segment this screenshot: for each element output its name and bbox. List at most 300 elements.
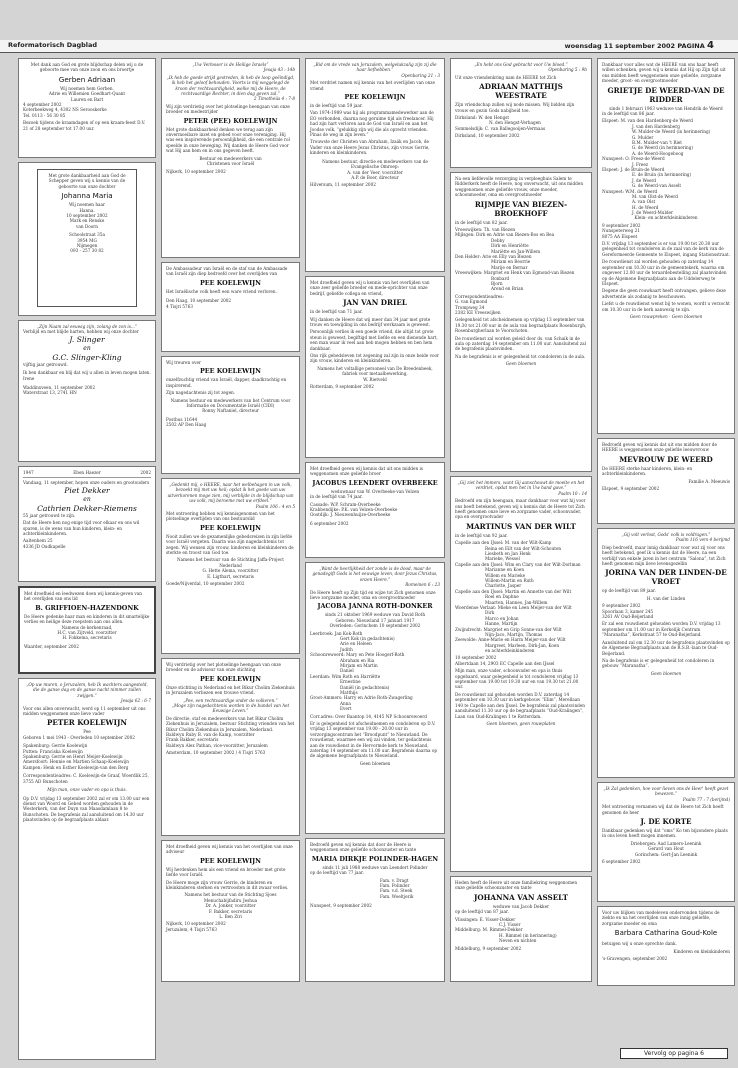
ad-sign: Baldwyn Ruby B. van de Kamp, voorzitter	[166, 732, 255, 738]
relative-line: Evert	[340, 706, 352, 712]
ad-place: 6 september 2002	[310, 520, 349, 526]
ad-body: Zijn vriendschap zullen wij node missen. Wij bidden zijn vrouw en gezin Gods nabijheid toe.	[455, 102, 575, 113]
relative-line: Willem-Martin en Ruth	[485, 577, 534, 583]
ad-lead: Bedroefd om zijn heengaan, maar dankbaar voor wat hij voor ons heeft betekend, geven wij u kennis dat de Heere tot Zich heeft genomen onze lieve en zorgzame vader, schoonvader, opa en overgrootvader	[455, 498, 586, 520]
ad-lead: Na een liefdevolle verzorging in verpleeghuis Salem te Ridderkerk heeft de Heere, nog onverwacht, uit ons midden weggenomen onze geliefde vrouw, onze moeder, schoonmoeder, oma en overgrootmoeder	[455, 176, 584, 198]
ad-quote: „Pee, een rechtvaardige onder de volkeren.”	[183, 697, 278, 703]
ad-place: Goede/Nijverdal, 10 september 2002	[166, 581, 245, 587]
ad-body: De HEERE sterke haar kinderen, klein- en achterkleinkinderen.	[602, 465, 693, 477]
deceased-name: PEE KOELEWIJN	[200, 523, 261, 532]
relative-line: Maarten, Hannes, Jan-Willem	[485, 599, 548, 605]
relative-line: Bjorn	[491, 280, 503, 286]
relative-line: Klein- en achterkleinkinderen	[634, 215, 698, 221]
ad-body: betuigen wij u onze oprechte dank.	[602, 941, 677, 947]
relative-line: Sommelsdijk: C. van Ballegooijen-Vermaas	[455, 125, 546, 131]
ad-sign: Namens het bestuur van de Stichting Sjoes Menuchabijfadiru Jeshua	[184, 892, 277, 903]
ad-quote-ref: Psalm 116 vers 4 berijmd	[675, 537, 730, 543]
relative-line: Miriam en Beorrie	[491, 259, 531, 265]
relative-line: Vreeswijken: Margriet en Henk van Egmond-van Biezen	[455, 270, 575, 276]
couple-name-1: J. Slinger	[69, 334, 105, 344]
ad-quote: „Gedenkt mij, o HEERE, naar het welbehagen in uw volk, bezoekt mij met uw heil; opdat ik het goede van uw uitverkorenen moge zien, mij verblijde in de blijdschap van uw volk, mij beroeme met uw erfdeel.”	[167, 482, 294, 504]
continued-on-page-link[interactable]: Vervolg op pagina 6	[620, 1048, 728, 1059]
ad-sign: H. Fokkema, secretaris	[62, 635, 112, 641]
ad-place: 6 september 2002	[602, 859, 641, 865]
ad-place: Waddinxveen, 11 september 2002	[23, 385, 96, 391]
deceased-name: PETER (PEE) KOELEWIJN	[183, 116, 278, 125]
ad-line: Wij noemen hem Gerben.	[60, 85, 114, 91]
ad-sub: weduwe van Jacob Dekker	[492, 903, 550, 909]
relative-line: H. Rimmel (in herinnering)	[499, 932, 557, 938]
relative-line: Dirksland: W. den Hengst	[455, 115, 510, 121]
ad-body: Van 1974-1989 was hij als programmamedewerker aan de EO verbonden, daarna nog geruime tijd als freelancer. Hij had zijn hart verloren aan de God van Israël en aan het Joodse volk. “gelukkig zijn wij die als oprecht vrienden. Pinas de weg in zijn leven.”	[310, 110, 434, 138]
death-notice-van-asselt	[450, 876, 592, 982]
deceased-name: PEE KOELEWIJN	[200, 674, 261, 683]
ad-body: Wij herdenken hem als een vriend en broeder met grote liefde voor Israël.	[166, 866, 286, 878]
deceased-nickname: Pee	[83, 729, 91, 735]
death-notice-weestrate	[450, 58, 592, 168]
ad-body: Dat de Heere hen nog enige tijd voor elkaar en ons wil sparen, is de wens van hun kinderen, klein- en achterkleinkinderen.	[23, 520, 140, 537]
ad-body: Het Israëlische volk heeft een ware vriend verloren.	[166, 288, 277, 294]
ad-quote: „En hebt ons God gebracht voor Uw bloed.”	[474, 62, 568, 67]
relative-line: Fam. v. Dragt	[380, 877, 409, 883]
relative-line: Capelle aan den IJssel: Wim en Clary van der Wilt-Dorlman	[455, 561, 581, 567]
ad-body: Zijn nagedachtenis zij tot zegen.	[166, 390, 236, 396]
ad-quote: „Want de heerlijkheid der zonde is de dood, maar de genadegift Gods is het eeuwige leven, door Jezus Christus, onzen Heere.”	[312, 566, 438, 582]
deceased-name: MARTINUS VAN DER WILT	[466, 521, 576, 531]
ad-sign: E. Ligthart, secretaris	[207, 573, 254, 579]
newspaper-name: Reformatorisch Dagblad	[8, 41, 98, 49]
death-notice-ambassade-israel	[161, 262, 300, 352]
relative-line: J. de Weerd	[632, 177, 657, 183]
deceased-name: RIJMPJE VAN BIEZEN-BROEKHOFF	[474, 199, 568, 218]
relative-line: Spakenburg: Gerrie Koelewijn	[23, 743, 88, 749]
relative-line: A. de Weerd-Hoogeboog	[632, 150, 684, 156]
ad-place: Middelburg, 9 september 2002	[455, 945, 522, 951]
deceased-name: PEE KOELEWIJN	[200, 278, 261, 287]
ad-place: 9 september 2002	[602, 603, 641, 609]
ad-body: Met grote dankbaarheid denken we terug aan zijn onvermoeibare inzet en gebed voor onze vereniging. Hij was een inspirerende persoonlijkheid, die een centrale rol speelde in onze beweging. Wij danken de Heere God voor wat Hij aan hem en in ons gegeven heeft.	[166, 126, 290, 154]
ad-quote: „Uw Verlosser is de Heilige Israels”	[192, 62, 269, 67]
ad-line: Mark en Renske	[69, 218, 105, 224]
ad-quote-ref: Jesaja 43 : 14b	[263, 67, 295, 73]
death-notice-van-der-linden	[597, 528, 735, 778]
ad-place: 10 september 2002	[455, 655, 497, 661]
ad-lead: Bedroefd geven wij kennis dat door de Heere is weggenomen onze geliefde schoonzuster en tante	[310, 842, 417, 853]
ad-place: Dirksland, 10 september 2002	[455, 133, 520, 139]
ad-address: 4336 JD Oudkapelle	[23, 543, 66, 549]
ad-lead: Met droefheid geven wij kennis van het overlijden van onze adviseur	[166, 844, 293, 855]
ad-place: Nunspeet, 9 september 2002	[310, 903, 372, 909]
ad-sub: 55 jaar getrouwd te zijn.	[23, 512, 76, 518]
relative-line: Zeewolde: Anne-Marie en Harm Meijer-van der Wilt	[455, 637, 566, 643]
ad-correspondence: Corr.adres: Over Baantop 14, 4145 NP Schoonrewoerd	[310, 713, 427, 719]
relative-line: Daniël (in gedachtenis)	[340, 684, 390, 690]
ad-sub: op de leeftijd van 77 jaar.	[310, 870, 364, 876]
ad-foot: Geen rouwpreken - Geen bloemen	[629, 313, 703, 319]
ad-place: Nijkerk, 10 september 2002	[166, 921, 226, 927]
ad-quote-ref: Romeinen 6 : 23	[405, 582, 440, 588]
column-2	[161, 58, 300, 1060]
relative-line: Dirk	[485, 610, 495, 616]
column-1	[18, 58, 156, 1060]
thank-you-goud-kole	[597, 906, 735, 986]
ad-lead: Heden heeft de Heere uit onze familiekring weggenomen onze geliefde schoonzuster en tante	[455, 880, 578, 891]
ad-place: Hilversum, 11 september 2002	[310, 182, 376, 188]
ad-phone: 093 - 257 30 82	[70, 248, 104, 254]
relative-line: Gert Kok (in gedachtenis)	[340, 636, 395, 642]
relative-line: Liesbeth en Jan Henk	[485, 551, 531, 557]
ad-body: Mijn man, onze vader, schoonvader en opa is thuis opgebaard, waar gelegenheid is tot condoleren vrijdag 13 september van 19.00 tot 19.30 uur en van 19.30 tot 21.00 uur.	[455, 668, 579, 690]
ad-sign: A. van der Veer, voorzitter	[347, 169, 403, 175]
relative-line: Judith	[340, 646, 353, 652]
ad-address: Spoorlaan 3, kamer 245	[602, 608, 654, 614]
relative-line: Marije en Bernar	[491, 264, 528, 270]
ad-body: Ik ben dankbaar en blij dat wij u allen in leven mogen laten.	[23, 370, 151, 376]
anniversary-slinger	[18, 320, 156, 462]
ad-place: Amsterdam, 10 september 2002 / 4 Tisjri 5763	[166, 750, 266, 756]
page-date: woensdag 11 september 2002	[564, 42, 676, 50]
ad-sub: in de leeftijd van 86 jaar.	[602, 111, 655, 117]
deceased-name: ADRIAAN MATTHIJS WEESTRATE	[479, 82, 563, 101]
ad-place: 2502 AP Den Haag	[166, 422, 207, 428]
ad-sub: sinds 21 oktober 1969 weduwe van David Roth	[324, 612, 426, 618]
ad-sign: Frank Bakker, secretaris	[166, 737, 219, 743]
ad-quote-ref: 2 Timotheüs 4 : 7-8	[253, 96, 295, 102]
anniversary-dekker	[18, 466, 156, 582]
ad-sub: vijftig jaar getrouwd.	[23, 361, 68, 367]
deceased-name: GRIETJE DE WEERD-VAN DE RIDDER	[607, 85, 725, 104]
ad-sign: Kinderen en kleinkinderen	[673, 948, 730, 954]
death-notice-bikur-cholim	[161, 658, 300, 836]
death-notice-van-der-wilt	[450, 476, 592, 872]
ad-quote: „Bid om de vrede van Jeruzalem, welgelukzalig zijn zij die haar liefhebben.”	[313, 62, 437, 73]
death-notice-cidi	[161, 356, 300, 474]
relative-line: Marieke, Wessel	[485, 556, 520, 562]
column-3	[305, 58, 445, 1060]
death-notice-evangelische-omroep	[305, 58, 445, 272]
ad-sign: Namens de kerkenraad,	[61, 624, 113, 630]
ad-body: De rouwdienst zal worden geleid door ds. van Schaik in de aula op zaterdag 14 september om 11.00 uur. Aansluitend zal de begrafenis plaatsvinden.	[455, 335, 586, 352]
ad-sub: weduwnaar van W. Overbeeke-van Velzen	[330, 488, 420, 494]
deceased-name: PEE KOELEWIJN	[200, 856, 261, 865]
ad-sign: Driebergen: Aad Lamers-Leenink	[630, 840, 702, 846]
ad-dates: Geboren 1 mei 1943 - Overleden 10 september 2002	[23, 734, 135, 740]
relative-line: Ernestine	[340, 679, 361, 685]
relative-line: M. van Olst-de Weerd	[632, 193, 678, 199]
ad-quote-ref: Openbaring 21 : 3	[401, 72, 440, 78]
death-notice-christenen-voor-israel	[161, 58, 300, 258]
ad-quote-ref: Psalm 106 : 4 en 5	[255, 503, 295, 509]
ad-quote: „Gij volt verlost, Gods' volk is voldragen.”	[621, 532, 711, 537]
ad-sub: sinds 11 juli 1988 weduwe van Leendert Polinder	[322, 864, 428, 870]
ad-lead: Bedroefd geven wij kennis dat uit ons midden door de HEERE is weggenomen onze geliefde leeuwvrouw	[602, 442, 717, 453]
ad-body: Onze stichting in Nederland en het Bikur Cholim Ziekenhuis in Jeruzalem verliezen een trouwe vriend.	[166, 684, 295, 696]
ad-body: Ons rijk gebedsleven tot zegening zal zijn in onze beide voor zijn vrouw, kinderen en kleinkinderen.	[310, 353, 440, 364]
deceased-name: JORINA VAN DER LINDEN-DE VROET	[605, 568, 727, 587]
ad-sign: Dr. A. Jonker, voorzitter	[205, 903, 256, 909]
ad-sub: in de leeftijd van 74 jaar.	[310, 494, 363, 500]
ad-quote: „Op uw muren, o Jeruzalem, heb Ik wachters aangesteld, die de ganse dag en de ganse nacht nimmer zullen zwijgen.”	[26, 682, 148, 698]
deceased-name: PETER KOELEWIJN	[47, 718, 127, 728]
relative-line: Mijlsgen: Dirk en Adrie van Biezen-Bos en Bea	[455, 232, 555, 238]
ad-sign: Namens het voltallige personeel van De Breedenbeek, fabriek voor metaalbewerking,	[317, 365, 433, 377]
ad-phone: Tel. 0113 - 56 30 85	[23, 112, 66, 118]
ad-foot: Geen bloemen	[505, 361, 537, 367]
relative-line: Arend en Brian	[491, 286, 524, 292]
relative-line: Spakenburg: Gerrie en Henri Meijer-Koelewijn	[23, 754, 123, 760]
relative-line: G. de Weerd-van Asselt	[632, 183, 682, 189]
ad-sign: Baldwyn Alex Pathan, vice-voorzitter, Jeruzalem	[166, 742, 268, 748]
relative-line: Krabbendijke: P.K. van Velzen-Overbeeke	[310, 507, 398, 513]
death-notice-de-weerd-van-de-ridder	[597, 58, 735, 434]
ad-body: De rouwdienst zal gehouden worden D.V. zaterdag 14 september om 10.30 uur in kerkgebouw “Elim”, Merellaan 140 te Capelle aan den IJssel. De begrafenis zal plaatsvinden aansluitend 11.30 uur op de begraafplaats “Oud-Kralingen”, Laan van Oud-Kralingen 1 te Rotterdam.	[455, 691, 586, 719]
ad-quote-ref: Openbaring 5 : 9b	[548, 67, 587, 73]
ad-body: De Heere gedenke haar man en kinderen in dit smartelijke verlies en heilige deze roepstem aan ons allen.	[24, 613, 150, 625]
deceased-name: JACOBA JANNA ROTH-DONKER	[317, 602, 433, 611]
relative-line: G. de Weerd (in herinnering)	[632, 145, 694, 151]
deceased-name: JACOBUS LEENDERT OVERBEEKE	[312, 478, 438, 487]
relative-line: Marco en Johan	[485, 615, 519, 621]
ad-frame	[37, 169, 137, 307]
ad-body: Persoonlijk verlies ik een goede vriend, die altijd tot grote steun is geweest, begiftigd met liefde en een dienende hart, een man waar ik veel aan heb mogen hebben en ben hem dankbaar.	[310, 329, 438, 351]
relative-line: Dirk en Henriëtte	[491, 243, 529, 249]
relative-line: Leerbroek: Jan Kok-Roth	[310, 630, 363, 636]
death-notice-jaffa-project	[161, 478, 300, 654]
death-notice-mevrouw-de-weerd	[597, 438, 735, 524]
ad-body: De rouwdienst zal worden gehouden op zaterdag 14 september om 10.30 uur in de gemeentekerk, waarna om ongeveer 12.00 uur de teraardebestelling zal plaatsvinden op de Algemene Begraafplaats aan de Uddelerweg te Elspeet.	[602, 259, 727, 286]
ad-sign: Namens bestuur, directie en medewerkers van de Evangelische Omroep:	[322, 158, 428, 170]
ad-place: Postbus 11644	[166, 416, 198, 422]
ad-place: Elspeet, 9 september 2002	[602, 486, 660, 492]
death-notice-sjoes	[161, 840, 300, 982]
page-masthead	[0, 40, 738, 53]
ad-lead: Met dank aan God en grote blijdschap delen wij u de geboorte mee van onze zoon en ons broertje	[30, 62, 144, 73]
page-word: PAGINA	[677, 42, 705, 50]
relative-line: Marianne en Koen	[485, 567, 525, 573]
couple-name-2: Cathrien Dekker-Riemens	[37, 503, 137, 513]
relative-line: J. de Weerd-Mulder	[632, 210, 674, 216]
ad-sub: in de leeftijd van 71 jaar.	[310, 309, 363, 315]
ad-dates: Geboren: Nieuwland 17 januari 1917	[335, 617, 415, 623]
ad-foot: Geen bloemen, geen rouwplaten	[486, 720, 556, 726]
couple-and: en	[83, 344, 91, 352]
ad-body: Nooit zullen we de gezamenlijke gebedsreizen in zijn liefde voor Israël vergeten. Daarin was zijn nagedachtenis tot zegen. Wij wensen zijn vrouw, kinderen en kleinkinderen de sterkte en troost van God toe.	[166, 533, 294, 556]
death-notice-polinder-hagen	[305, 838, 445, 982]
ad-body: Liefst u de rouwdienst wenst bij te wonen, wordt u verzocht om 10.30 uur in de kerk aanwezig te zijn.	[602, 301, 730, 312]
relative-line: H. de Weerd	[632, 204, 659, 210]
relative-line: B.M. Mulder-van 't Riet	[632, 140, 682, 145]
death-notice-overbeeke	[305, 462, 445, 558]
ad-lead: Wij zijn verdrietig over het plotselinge heengaan van onze broeder en medestrijder	[166, 103, 290, 115]
ad-lead: Dankbaar voor alles wat de HEERE van ons haar heeft willen schenken, geven wij u kennis dat Hij op Zijn tijd uit ons midden heeft weggenomen onze geliefde, zorgzame moeder, groot- en overgrootmoeder	[602, 62, 726, 84]
relative-line: Fam. Polinder	[380, 883, 410, 889]
relative-line: Debby	[491, 237, 505, 243]
ad-date: 4 september 2002	[23, 102, 62, 108]
relative-line: Margreet, Marleen, Dirk-Jan, Koen	[485, 642, 560, 648]
ad-quote-ref: Jesaja 62 : 6-7	[120, 698, 151, 704]
ad-lead: Voor uw blijken van medeleven ondervonden tijdens de ziekte en na het overlijden van onze innig geliefde, zorgzame moeder en oma	[602, 910, 720, 926]
ad-line: Hanna.	[79, 207, 95, 213]
ad-body: Gelegenheid tot afscheidnemen op vrijdag 13 september van 19.30 tot 21.00 uur in de aula van begraafplaats Rosenburgh, Rosenburgherlaan te Voorschoten.	[455, 317, 587, 334]
column-5	[597, 58, 735, 1060]
ad-address: Waterstraat 13, 2741 HN	[23, 390, 77, 396]
ad-sub: op de leeftijd van 89 jaar.	[602, 588, 656, 594]
person-name: Barbara Catharina Goud-Kole	[614, 929, 718, 938]
ad-address: Nunspeterweg 21	[602, 228, 640, 234]
ad-sign: G. Hette Alema, voorzitter	[202, 568, 259, 574]
ad-sign: H.C. van Zijtveld, voorzitter	[57, 630, 117, 636]
relative-line: Vlissingen: E. Visser-Dekker	[455, 916, 516, 922]
relative-line: Anna	[340, 700, 351, 706]
deceased-name: B. GRIFFIOEN-HAZENDONK	[35, 603, 139, 612]
death-notice-van-biezen-broekhoff	[450, 172, 592, 472]
relative-line: Nunspeet: O. Freez-de Weerd	[602, 156, 665, 162]
ad-foot: Mijn man, onze vader en opa is thuis.	[47, 787, 127, 793]
ad-quote: „Gij ziet het immers, want Gij aanschouwt de moeite en het verdriet, opdat men het in Uw hand gave.”	[457, 480, 585, 491]
ad-body: Na de begrafenis is er gelegenheid tot condoleren in de aula.	[455, 353, 586, 359]
ad-line: Adrie en Willemien Goedhart-Quant	[48, 91, 126, 97]
relatives-list	[310, 631, 440, 712]
relative-line: Mariëtte en Jan-Willem	[491, 248, 541, 254]
ad-sub: in de leeftijd van 59 jaar.	[310, 103, 363, 109]
ad-address: 3954 MG	[77, 237, 97, 243]
death-notice-peter-koelewijn-family	[18, 678, 156, 1060]
relatives-list	[455, 540, 587, 653]
ad-line: van Doorn	[76, 223, 98, 229]
ad-years	[23, 470, 151, 475]
child-name: Gerben Adriaan	[58, 74, 116, 84]
ad-sign: Gorinchem: Gert-Jan Leenink	[634, 851, 698, 857]
relative-line: Reina en Eilt van der Wilt-Schouten	[485, 545, 562, 551]
relative-line: Capelle aan den IJssel: M. van der Wilt-Kamp	[455, 540, 552, 546]
relative-line: Zwijndrecht: Margriet en Grip Sonne-van der Wilt	[455, 626, 562, 632]
relative-line: W. Mulder-de Weerd (in herinnering)	[632, 129, 711, 135]
relative-line: Woerdense Verlaat: Mieke en Leen Meijer-van der Wilt	[455, 604, 572, 610]
ad-body: Er is gelegenheid tot afscheidnemen en condoleren op D.V. vrijdag 13 september van 19.00 - 20.00 uur in verzorgingscentrum het “Broodpunt” te Nieuwland. De rouwdienst, waarmee een wij zal vinden, ter gedachtenis aan de rouwdienst in de Hervormde kerk te Nieuwland, zaterdag 14 september om 11.00 uur. Begrafenis daarna op de algemene begraafplaats te Nieuwland.	[310, 720, 438, 759]
ad-lead: Wij verdrietig over het plotselinge heengaan van onze broeder en de adviseur van onze stichting	[166, 662, 282, 673]
ad-lead: Voor ons allen onverwacht, werd op 11 september uit ons midden weggenomen onze lieve vader	[23, 705, 146, 717]
relative-line: Oostdijk: J. Nieuwenhuijze-Overbeeke	[310, 512, 391, 518]
ad-address: Nijmegen	[76, 243, 98, 249]
ad-lead: Met ontroering hebben wij kennisgenomen van het plotselinge overlijden van ons bestuurslid	[166, 511, 275, 522]
relative-line: en achterkleinkinderen	[485, 648, 535, 654]
ad-correspondence: G. van Egmond	[455, 299, 488, 305]
ad-body: Aansluitend zal om 12.30 uur de begrafenis plaatsvinden op de Algemene Begraafplaats aan de R.S.B.-laan te Oud-Beijerland.	[602, 639, 730, 656]
ad-sign: Familie A. Meeuwis	[688, 478, 730, 484]
ad-place: Den Haag, 10 september 2002	[166, 298, 232, 304]
relative-line: Nijn-Jaco, Martijn, Thomas	[485, 631, 543, 637]
relative-line: Elspeet: M. van den Hardenberg-de Weerd	[602, 118, 693, 124]
ad-line: Lauren en Bart	[70, 96, 104, 102]
ad-place: 's-Gravengen, september 2002	[602, 956, 668, 962]
ad-address: Albertdaan 14, 2903 EC Capelle aan den IJssel	[455, 660, 555, 666]
ad-lead: Wij treuren over	[166, 360, 201, 365]
relative-line: Amersfoort: Hennie en Martien Schaap-Koelewijn	[23, 759, 129, 765]
relative-line: Fam. Woeltjerik	[380, 893, 414, 899]
death-notice-griffioen	[18, 586, 156, 674]
ad-lead: Uit onze vriendenkring nam de HEERE tot Zich	[455, 74, 557, 80]
deceased-name: JAN VAN DRIEL	[343, 298, 407, 308]
ad-quote: „Zijn Naam zal eeuwig zijn, zolang de zon is...”	[36, 324, 137, 329]
relative-line: C.J. Visser	[499, 922, 521, 928]
page-date-number	[565, 40, 714, 51]
ad-correspondence: Trompweg 34	[455, 304, 485, 310]
ad-quote: „Ik heb de goede strijd gestreden, ik heb de loop geëindigd, ik heb het geloof behouden. Voorts is mij weggelegd de kroon der rechtvaardigheid, welke mij de Heere, de rechtvaardige Rechter, in dien dag geven zal.”	[166, 74, 295, 97]
ad-body: D.V. vrijdag 13 september is er van 19.00 tot 20.30 uur gelegenheid tot condoleren in de zaal van de kerk van de Gereformeerde Gemeente te Elspeet, ingang Stationsstraat.	[602, 241, 730, 257]
ad-line: 10 september 2002	[66, 213, 108, 219]
ad-place: Jeruzalem, 4 Tisjri 5763	[166, 926, 217, 932]
ad-correspondence: Correspondentieadres: C. Koelewijn-de Graaf, Woerdlik 25, 3755 AD Bunschoten	[23, 773, 149, 784]
ad-sign: Christenen voor Israël	[206, 161, 255, 167]
relative-line: Roel en Daphne	[485, 594, 519, 600]
ad-sign: W. Rietveld	[363, 376, 387, 382]
ad-address: Koterbeekweg 4, 4302 NS Serooskerke	[23, 107, 107, 113]
column-4	[450, 58, 592, 1060]
relative-line: Vreeswijken: Th. van Biezen	[455, 227, 516, 233]
relative-line: Abraham en Ria	[340, 657, 375, 663]
ad-lead: Met droefheid en leedwezen doen wij kennis-geven van het overlijden van ons lid	[24, 591, 142, 602]
relative-line: J. Freez	[632, 161, 649, 167]
relative-line: Cassade: W.P. Schram-Overbeeke	[310, 501, 381, 507]
ad-sub: in de leeftijd van 92 jaar.	[455, 532, 508, 538]
relative-line: E. de Bruin (in herinnering)	[632, 172, 692, 178]
relative-line: Mirjam en Martin	[340, 663, 378, 668]
ad-place: 4 Tisjri 5763	[166, 303, 193, 309]
ad-lead: Met droefheid geven wij u kennis van het overlijden van onze zeer geliefde broeder en mede-oprichter van onze bedrijf, geliefde collega en vriend,	[310, 280, 430, 296]
ad-body: Er zal een rouwdienst gehouden worden D.V. vrijdag 13 september om 11.00 uur in Kerkelijk Centrum “Maranatha”, Kerkstraat 57 te Oud-Beijerland.	[602, 621, 721, 638]
ad-dates: Overleden: Gorinchem 10 september 2002	[329, 623, 421, 629]
ad-body: De Heere moge zijn vrouw Gerrie, de kinderen en kleinkinderen sterken en vertroosten in dit zwaar verlies.	[166, 879, 289, 891]
ad-lead: Met grote dankbaarheid aan God de Schepper geven wij u kennis van de geboorte van onze dochter	[48, 173, 126, 189]
ad-body: onzelfzuchtig vriend van Israël, dapper, daadkrachtig en inspirerend.	[166, 377, 287, 388]
ad-quote: „Moge zijn nagedachtenis worden in de bundel van het Eeuwige Leven.”	[171, 703, 290, 714]
birth-announcement-gerben	[18, 58, 156, 158]
ad-sign: Bestuur en medewerkers van	[199, 155, 262, 161]
ad-foot: Geen bloemen	[359, 760, 391, 766]
relative-line: Capelle aan den IJssel: Martin en Annette van der Wilt	[455, 588, 572, 594]
deceased-name: MARIA DIRKJE POLINDER-HAGEN	[311, 854, 439, 863]
couple-and: en	[83, 495, 91, 503]
relative-line: Daniel	[340, 668, 354, 674]
ad-lead: Met ontroering vernamen wij dat de Heere tot Zich heeft genomen de heer	[602, 804, 724, 815]
ad-lead: Met droefheid geven wij kennis dat uit ons midden is weggenomen onze geliefde broer	[310, 466, 423, 477]
ad-sign: F. Bakker, secretaris	[208, 908, 253, 914]
ad-body: Dankbaar gedenken wij dat “oms” Ko ten bijzondere plaats in ons leven heeft mogen innemen.	[602, 828, 728, 839]
relative-line: G. Mulder	[632, 134, 654, 140]
ad-quote: „Ik Zal gedenken, hoe voor lieven ons de Heer' heeft gezet bewezen.”	[603, 786, 729, 797]
couple-name-2: G.C. Slinger-Kling	[52, 352, 122, 362]
ad-foot: Geen bloemen	[650, 670, 682, 676]
ad-place: 9 september 2002	[602, 222, 641, 228]
ad-quote-ref: Psalm 77 : 7 (berijmd)	[682, 796, 730, 802]
ad-correspondence: Correspondentieadres:	[455, 293, 504, 299]
ad-lead: Vandaag, 11 september, hopen onze ouders en grootouders	[23, 480, 150, 486]
ad-sign: Ronny Naftaniel, directeur	[202, 408, 259, 414]
ad-body: Trouwste der Christen van Abraham, Izaäk en Jacob, de Vader van onze Heere Jezus Christus, zijn vrouw Gerrie, kinderen en kleinkinderen.	[310, 139, 430, 156]
ad-body: Degene die geen rouwkaart heeft ontvangen, gelieve deze advertentie als zodanig te beschouwen.	[602, 288, 726, 299]
birth-announcement-johanna	[18, 162, 156, 316]
ad-correspondence: 2382 KE Vreeswijken	[455, 309, 501, 315]
ad-sub: op de leeftijd van 87 jaar.	[455, 909, 509, 915]
ad-sub: sinds 1 februari 1963 weduwe van Hendrik de Weerd	[609, 105, 723, 111]
deceased-name: J. DE KORTE	[640, 817, 692, 827]
relative-line: Kampen: Henk en Esther Koelewijn-van den Berg	[23, 764, 129, 770]
ad-body: Na de begrafenis is er gelegenheid tot condoleren in gebouw “Maranatha”.	[602, 657, 715, 669]
relatives-list	[455, 227, 587, 292]
ad-sign: H. van der Linden	[646, 595, 686, 601]
relative-line: J. van den Hardenberg	[632, 123, 680, 129]
deceased-name: MEVROUW DE WEERD	[619, 454, 713, 464]
